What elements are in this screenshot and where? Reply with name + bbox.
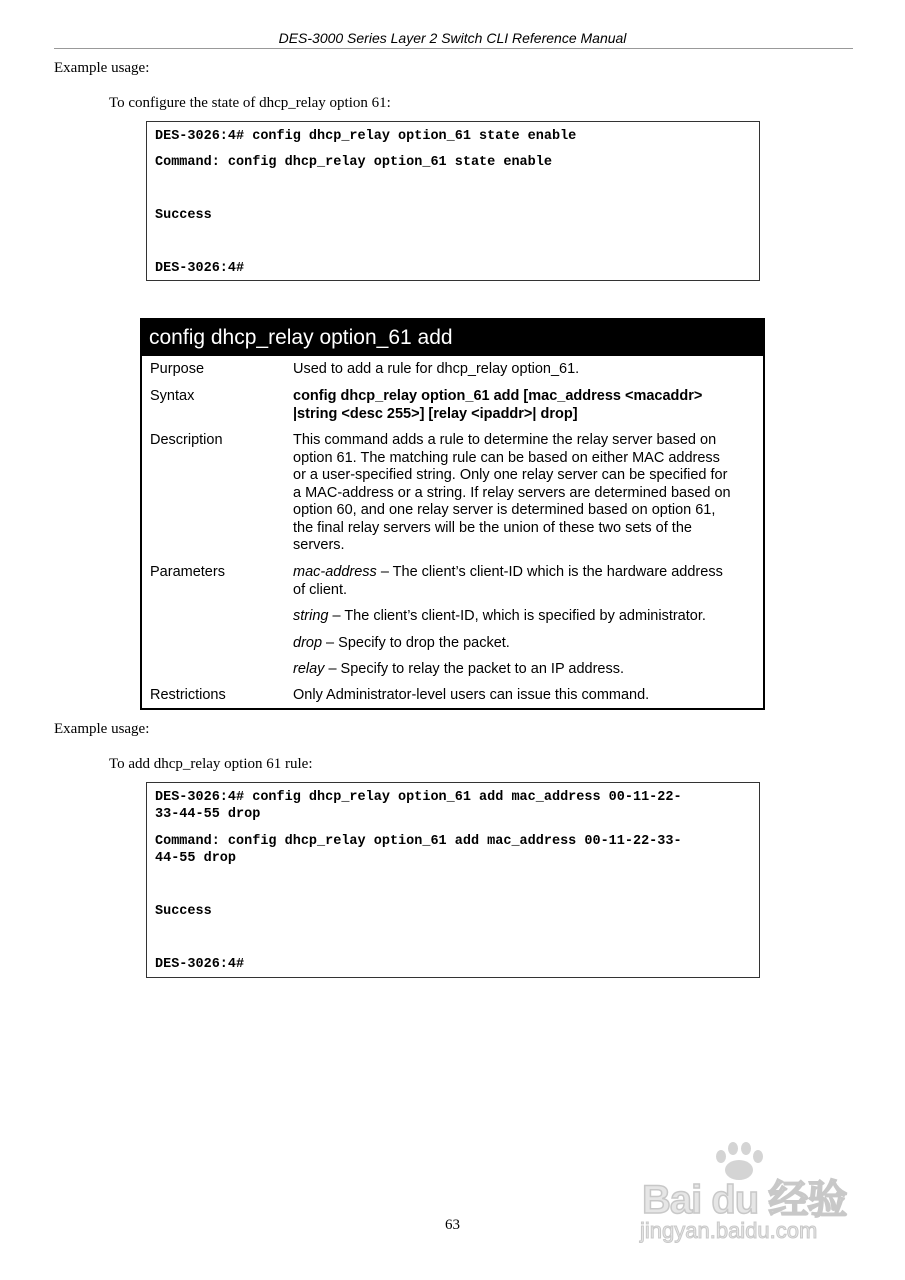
restrictions-text: Only Administrator-level users can issue this command. (293, 687, 650, 703)
parameter-desc: – Specify to drop the packet. (322, 635, 510, 651)
code-line: DES-3026:4# config dhcp_relay option_61 add mac_address 00-11-22- (155, 790, 682, 805)
command-title: config dhcp_relay option_61 add (142, 320, 763, 356)
description-line: or a user-specified string. Only one relay server can be specified for (293, 467, 728, 483)
description-line: option 61. The matching rule can be based on either MAC address (293, 449, 720, 466)
description-line: option 60, and one relay server is determined based on option 61, (293, 502, 716, 518)
code-line: DES-3026:4# (155, 957, 245, 972)
example-usage-label-2: Example usage: (54, 721, 150, 737)
parameters-label: Parameters (150, 564, 225, 580)
parameter-relay (293, 661, 755, 679)
description-line: a MAC-address or a string. If relay servers are determined based on (293, 484, 731, 501)
example-usage-label-1: Example usage: (54, 60, 150, 76)
syntax-text (293, 388, 755, 423)
syntax-line: |string <desc 255>] [relay <ipaddr>| drop] (293, 405, 578, 422)
code-block-2 (146, 782, 760, 978)
example-intro-2: To add dhcp_relay option 61 rule: (109, 756, 313, 772)
page-number: 63 (445, 1217, 460, 1233)
parameter-string (293, 608, 755, 626)
parameter-desc: of client. (293, 581, 347, 598)
parameter-name: string (293, 608, 329, 624)
parameter-name: relay (293, 661, 325, 677)
code-line: Success (155, 904, 212, 919)
code-line: Success (155, 208, 212, 223)
parameter-mac-address (293, 564, 755, 599)
example-intro-1: To configure the state of dhcp_relay option 61: (109, 95, 391, 111)
code-line: Command: config dhcp_relay option_61 add mac_address 00-11-22-33- (155, 834, 682, 849)
purpose-label: Purpose (150, 361, 205, 377)
code-line: DES-3026:4# (155, 261, 245, 276)
description-text (293, 432, 755, 555)
description-line: the final relay servers will be the union of these two sets of the (293, 519, 692, 536)
watermark-logo: Bai du 经验 (642, 1178, 847, 1222)
description-label: Description (150, 432, 223, 448)
parameter-desc: – Specify to relay the packet to an IP address. (324, 661, 625, 677)
parameter-name: mac-address (293, 564, 377, 580)
code-line: 33-44-55 drop (155, 807, 261, 822)
description-line: This command adds a rule to determine the relay server based on (293, 432, 717, 448)
code-line: 44-55 drop (155, 851, 237, 866)
description-line: servers. (293, 537, 345, 553)
parameter-desc: – The client’s client-ID, which is specified by administrator. (328, 608, 706, 624)
restrictions-label: Restrictions (150, 687, 226, 703)
parameter-drop (293, 635, 755, 653)
page-header-title: DES-3000 Series Layer 2 Switch CLI Reference Manual (278, 30, 627, 46)
parameter-name: drop (293, 635, 323, 651)
command-reference-table (140, 318, 765, 710)
parameter-desc: – The client’s client-ID which is the hardware address (376, 564, 723, 580)
syntax-line: config dhcp_relay option_61 add [mac_address <macaddr> (293, 388, 703, 404)
code-block-1 (146, 121, 760, 281)
watermark-url: jingyan.baidu.com (640, 1218, 818, 1243)
code-line: Command: config dhcp_relay option_61 state enable (155, 155, 552, 170)
code-line: DES-3026:4# config dhcp_relay option_61 state enable (155, 129, 577, 144)
purpose-text: Used to add a rule for dhcp_relay option_61. (293, 361, 580, 377)
syntax-label: Syntax (150, 388, 195, 404)
header-divider (54, 48, 853, 49)
